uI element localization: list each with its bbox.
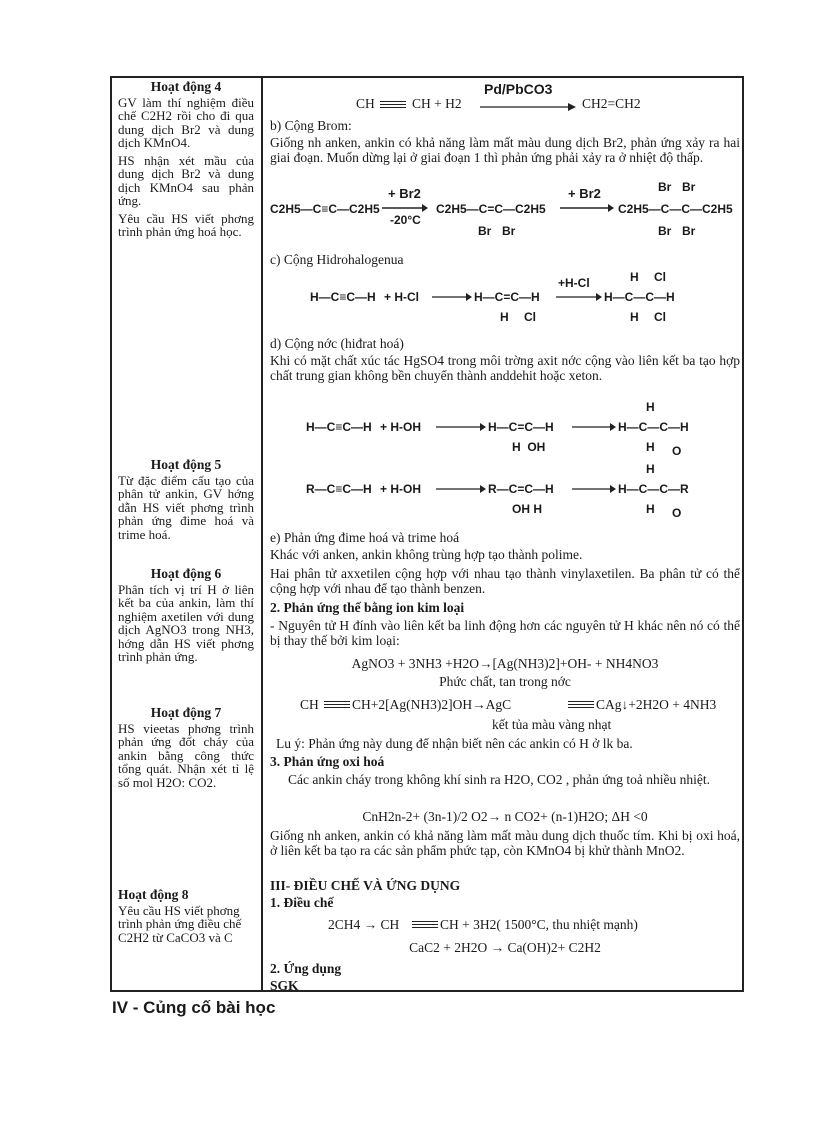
br2-scheme [270,180,740,240]
h2o2-o: O [672,506,682,520]
ag-eq2 [300,697,740,715]
s3-text: Các ankin cháy trong không khí sinh ra H2O, CO2 , phản ứng toả nhiều nhiệt. [288,772,710,787]
hcl-r2: +H-Cl [558,276,590,290]
ag-note2: kết tủa màu vàng nhạt [492,717,612,732]
arrow-icon [572,485,616,493]
s2-title: 2. Phản ứng thế bằng ion kim loại [270,600,465,615]
hcl-scheme [300,270,720,330]
left-act6 [118,567,254,664]
arrow-icon [382,204,428,212]
c-title: c) Cộng Hidrohalogenua [270,252,404,267]
h2o2-r: + H-OH [380,482,422,496]
act7-title: Hoạt động 7 [150,705,222,720]
s2-text: - Nguyên tử H đính vào liên kết ba linh động hơn các nguyên tử H khác nên nó có thể bị thay thế bởi kim loại: [270,618,740,648]
hcl-b: H—C=C—H [474,290,540,304]
act4-title: Hoạt động 4 [150,79,222,94]
hcl-c-h2: H [630,310,639,324]
h2o1-c: H—C—C—H [618,420,689,434]
h2o1-top: H [646,400,655,414]
act7-p1: HS vieetas phơng trình phản ứng đốt cháy của ankin bằng công thức tổng quát. Nhận xét tỉ lệ số mol H2O: CO2. [118,720,254,790]
act4-p3: Yêu cầu HS viết phơng trình phản ứng hoá học. [118,210,254,239]
d-text: Khi có mặt chất xúc tác HgSO4 trong môi trờng axit nớc cộng vào liên kết ba tạo hợp chất trung gian không bền chuyển thành anddehit hoặc xeton. [270,353,740,383]
hcl-c-h1: H [630,270,639,284]
ag-luu-y: Lu ý: Phản ứng này dung để nhận biết nên các ankin có H ở lk ba. [276,736,633,751]
ag-eq2-rhs: CAg↓+2H2O + 4NH3 [596,697,717,712]
h2o-scheme-2 [300,462,720,524]
h2o-scheme-1 [300,398,720,460]
h2o2-b-sub: OH H [512,502,542,516]
h2o1-b: H—C=C—H [488,420,554,434]
br-c-br3: Br [658,224,672,238]
br-b-br2: Br [502,224,516,238]
s3-text2: Giống nh anken, ankin có khả năng làm mất màu dung dịch thuốc tím. Khi bị oxi hoá, ở liên kết ba tạo ra các sản phẩm phức tạp, còn KMnO4 bị khử thành MnO2. [270,828,740,858]
br-c: C2H5—C—C—C2H5 [618,202,733,216]
arrow-icon [432,293,472,301]
br-a: C2H5—C≡C—C2H5 [270,202,380,216]
arrow-icon [572,423,616,431]
h2o1-a: H—C≡C—H [306,420,372,434]
e-text2: Hai phân tử axxetilen cộng hợp với nhau tạo thành vinylaxetilen. Ba phân tử có thể cộng hợp với nhau để tạo thành benzen. [270,566,740,596]
s-iii: III- ĐIỀU CHẾ VÀ ỨNG DỤNG [270,878,461,893]
h2o1-b-sub: H OH [512,440,546,454]
arrow-icon [560,204,614,212]
ag-eq2-lhs: CH [300,697,319,712]
act8-title: Hoạt động 8 [118,887,189,902]
h2o1-r: + H-OH [380,420,422,434]
arrow-icon [556,293,602,301]
act4-p2: HS nhận xét mầu của dung dịch Br2 và dung dịch KMnO4 sau phản ứng. [118,152,254,208]
section-iv-heading: IV - Củng cố bài học [112,998,276,1017]
br-b-br1: Br [478,224,492,238]
triple-bond [412,919,438,929]
d-title: d) Cộng nớc (hiđrat hoá) [270,336,404,351]
act6-title: Hoạt động 6 [150,566,222,581]
left-act5 [118,458,254,541]
triple-bond [324,699,350,709]
e-title: e) Phản ứng đime hoá và trime hoá [270,530,460,545]
h2o2-a: R—C≡C—H [306,482,372,496]
lesson-table [110,76,744,992]
s-iii-2: 2. Ứng dụng [270,961,342,976]
act5-title: Hoạt động 5 [150,457,222,472]
eq-h2-lhs1: CH [356,96,375,111]
left-act8 [118,888,254,944]
eq-h2-lhs2: CH + H2 [412,96,462,111]
hcl-r1: + H-Cl [384,290,420,304]
column-divider [261,78,263,990]
prep-eq1-rhs: CH + 3H2( 1500°C, thu nhiệt mạnh) [440,917,638,932]
ag-eq2-mid: CH+2[Ag(NH3)2]OH→AgC [352,697,512,712]
s3-eq: CnH2n-2+ (3n-1)/2 O2→ n CO2+ (n-1)H2O; ΔH <0 [362,809,648,824]
b-text: Giống nh anken, ankin có khả năng làm mất màu dung dịch Br2, phản ứng xảy ra hai giai đoạn. Muốn dừng lại ở giai đoạn 1 thì phản ứng phải xảy ra ở nhiệt độ thấp. [270,135,740,165]
prep-eq1 [328,917,738,935]
br-c-br1: Br [658,180,672,194]
h2o1-o: O [672,444,682,458]
hcl-c: H—C—C—H [604,290,675,304]
eq-h2-rhs: CH2=CH2 [582,96,641,111]
arrow-icon [480,102,576,112]
triple-bond [568,699,594,709]
hcl-a: H—C≡C—H [310,290,376,304]
eq-h2-catalyst: Pd/PbCO3 [484,81,553,97]
br-b: C2H5—C=C—C2H5 [436,202,546,216]
b-title: b) Cộng Brom: [270,118,352,133]
left-act7 [118,706,254,789]
ag-eq1: AgNO3 + 3NH3 +H2O→[Ag(NH3)2]+OH- + NH4NO3 [351,656,659,671]
s-iii-1: 1. Điều chế [270,895,334,910]
br-r1: + Br2 [388,186,421,201]
triple-bond [380,99,406,109]
h2o2-c: H—C—C—R [618,482,689,496]
hcl-c-cl2: Cl [654,310,666,324]
br-c-br2: Br [682,180,696,194]
hcl-b-h: H [500,310,509,324]
prep-eq1-lhs: 2CH4 → CH [328,917,400,932]
act6-p1: Phân tích vị trí H ở liên kết ba của ankin, làm thí nghiệm axetilen với dung dịch AgNO3 trong NH3, hớng dẫn HS viết phơng trình phản ứng. [118,581,254,664]
h2o2-bottom-h: H [646,502,655,516]
sgk: SGK [270,978,299,993]
e-text1: Khác với anken, ankin không trùng hợp tạo thành polime. [270,547,583,562]
act4-p1: GV làm thí nghiệm điều chế C2H2 rồi cho đi qua dung dịch Br2 và dung dịch KMnO4. [118,94,254,150]
act5-p1: Từ đặc điểm cấu tạo của phân tử ankin, GV hớng dẫn HS viết phơng trình phản ứng đime hoá và trime hoá. [118,472,254,542]
br-cond: -20°C [390,213,421,227]
prep-eq2: CaC2 + 2H2O → Ca(OH)2+ C2H2 [409,940,601,955]
ag-note1: Phức chất, tan trong nớc [439,674,571,689]
s3-title: 3. Phản ứng oxi hoá [270,754,385,769]
h2o2-top: H [646,462,655,476]
arrow-icon [436,423,486,431]
hcl-b-cl: Cl [524,310,536,324]
left-column [118,80,254,239]
arrow-icon [436,485,486,493]
br-c-br4: Br [682,224,696,238]
h2-equation [356,82,676,114]
br-r2: + Br2 [568,186,601,201]
h2o2-b: R—C=C—H [488,482,554,496]
h2o1-bottom-h: H [646,440,655,454]
hcl-c-cl1: Cl [654,270,666,284]
act8-p1: Yêu cầu HS viết phơng trình phản ứng điều chế C2H2 từ CaCO3 và C [118,902,242,945]
